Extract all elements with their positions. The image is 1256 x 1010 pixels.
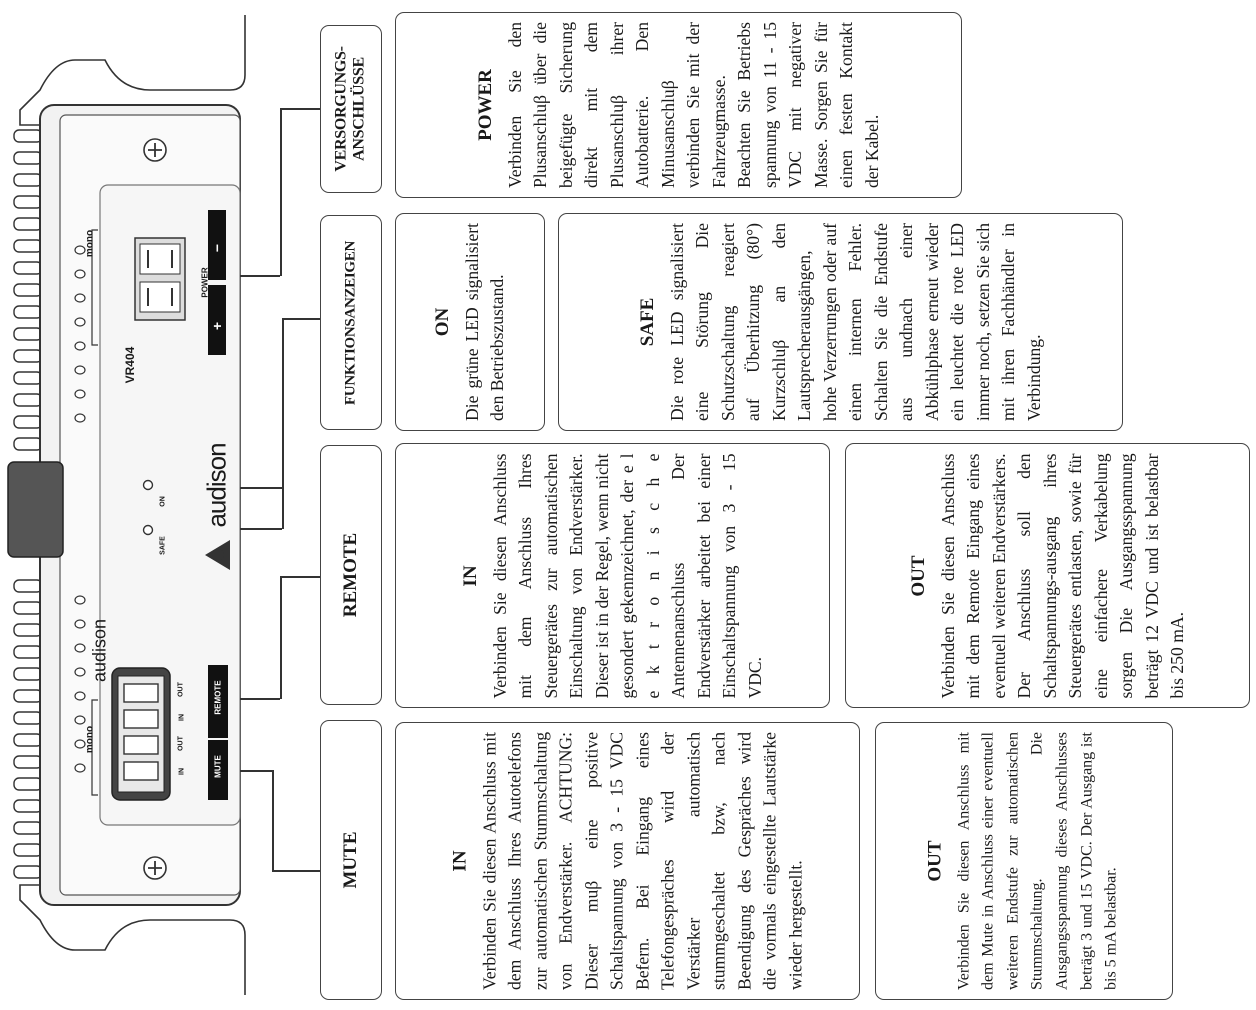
heatsink-fin xyxy=(14,328,42,340)
mute-out-title: OUT xyxy=(924,840,946,882)
leader-line xyxy=(280,576,320,578)
mute-in-text: Verbinden Sie diesen Anschluss mit dem Anschluss Ihres Autotelefons zur automatischen Stummschaltung von Endverstärker. ACHTUNG: Dieser muβ eine positive Schaltspannung von 3 - 15 VDC Befern. Bei Eingang eines Telefongespräches wird der Verstärker automatisch stummgeschaltet bzw, nach Beendigung des Gespräches wird die vormals eingestellte Lautstärke wieder hergestellt. xyxy=(478,732,805,990)
heatsink-fin xyxy=(14,712,42,724)
leader-line xyxy=(280,108,320,110)
heatsink-fin xyxy=(14,284,42,296)
leader-line xyxy=(280,576,282,699)
adjust-knob-icon xyxy=(75,246,85,254)
leader-line xyxy=(282,318,320,320)
power-text: Verbinden Sie den Plusanschluβ über die beigefügte Sicherung direkt mit dem Plusanschluβ ihrer Autobatterie. Den Minusanschluβ verbinden Sie mit der Fahrzeugmasse. Beachten Sie Betriebs spannung von 11 - 15 VDC mit negativer Masse. Sorgen Sie für einen festen Kontakt der Kabel. xyxy=(504,22,881,188)
remote-out-box xyxy=(845,443,1250,708)
amplifier-drawing xyxy=(0,0,310,1010)
leader-line xyxy=(272,770,274,870)
safe-led-icon xyxy=(144,526,153,535)
adjust-knob-icon xyxy=(75,644,85,652)
safe-led-label: SAFE xyxy=(159,536,167,555)
brand-label-main: audison xyxy=(201,443,232,528)
heatsink-fin xyxy=(14,734,42,746)
remote-in-text: Verbinden Sie diesen Anschluss mit dem Anschluss Ihres Steuergerätes zur automatischen Einschaltung von Endverstärker. Dieser ist in der Regel, wenn nicht gesondert gekennzeichnet, der e l e k t r o n i s c h e Antennenanschluss Der Endverstärker arbeitet bei einer Einschaltspannung von 3 - 15 VDC. xyxy=(489,453,764,698)
on-led-label: ON xyxy=(159,496,167,507)
heatsink-fin xyxy=(14,350,42,362)
adjust-knob-icon xyxy=(75,318,85,326)
heatsink-fin xyxy=(14,152,42,164)
heatsink-fin xyxy=(14,822,42,834)
terminal-out-label-1: OUT xyxy=(177,736,185,751)
power-plus-label: + xyxy=(209,321,225,331)
heatsink-fin xyxy=(14,416,42,428)
remote-out-text: Verbinden Sie diesen Anschluss mit dem Remote Eingang eines eventuell weiteren Endverstärkers. Der Anschluss soll den Schaltspannungs-ausgang ihres Steuergerätes entlasten, sowie für eine einfachere Verkabelung sorgen Die Ausgangsspannung beträgt 12 VDC und ist belastbar bis 250 mA. xyxy=(936,453,1187,698)
power-label: POWER xyxy=(200,267,210,298)
terminal-in-label-2: IN xyxy=(178,714,186,721)
header-versorgung xyxy=(320,25,382,193)
adjust-knob-icon xyxy=(75,692,85,700)
safe-box xyxy=(558,213,1123,431)
on-box xyxy=(395,213,545,431)
remote-terminal-label: REMOTE xyxy=(213,680,223,715)
on-text: Die grüne LED signalisiert den Betriebszustand. xyxy=(461,223,507,421)
adjust-knob-icon xyxy=(75,390,85,398)
leader-line xyxy=(280,108,282,276)
remote-out-title: OUT xyxy=(907,554,929,597)
heatsink-fin xyxy=(14,690,42,702)
adjust-knob-icon xyxy=(75,596,85,604)
heatsink-fin xyxy=(14,602,42,614)
mute-out-text: Verbinden Sie diesen Anschluss mit dem Mute in Anschluss einer eventuell weiteren Endstufe zur automatischen Stummschaltung. Die Ausgangsspannung dieses Anschlusses beträgt 3 und 15 VDC. Der Ausgang ist bis 5 mA belastbar. xyxy=(955,732,1120,990)
heatsink-fin xyxy=(14,218,42,230)
heatsink-fin xyxy=(14,438,42,450)
safe-text: Die rote LED signalisiert eine Störung Die Schutzschaltung reagiert auf Überhitzung (80°) Kurzschluβ an den Lautsprecherausgängen, hohe Verzerrungen oder auf einen internen Fehler. Schalten Sie die Endstufe aus undnach einer Abkühlphase erneut wieder ein leuchtet die rote LED immer noch, setzen Sie sich mit ihren Fachhändler in Verbindung. xyxy=(666,223,1043,421)
adjust-knob-icon xyxy=(75,620,85,628)
heatsink-fin xyxy=(14,844,42,856)
header-funktion xyxy=(320,215,382,430)
adjust-knob-icon xyxy=(75,668,85,676)
leader-line xyxy=(240,698,280,700)
mute-terminal-label: MUTE xyxy=(213,755,223,778)
heatsink-fin xyxy=(14,306,42,318)
mute-out-box xyxy=(875,722,1173,1000)
header-funktion-text: FUNKTIONSANZEIGEN xyxy=(342,240,359,405)
model-label: VR404 xyxy=(123,346,137,384)
heatsink-fin xyxy=(14,372,42,384)
heatsink-fin xyxy=(14,130,42,142)
adjust-knob-icon xyxy=(75,716,85,724)
heatsink-fin xyxy=(14,778,42,790)
adjust-knob-icon xyxy=(75,740,85,748)
header-remote xyxy=(320,445,382,705)
adjust-knob-icon xyxy=(75,270,85,278)
heatsink-fin xyxy=(14,756,42,768)
adjust-knob-icon xyxy=(75,294,85,302)
mono-label-bottom: mono xyxy=(84,725,96,754)
adjust-knob-icon xyxy=(75,414,85,422)
leader-line xyxy=(240,487,282,489)
leader-line xyxy=(240,770,272,772)
terminal-in-label-1: IN xyxy=(178,768,186,775)
remote-in-box xyxy=(395,443,830,708)
leader-line xyxy=(282,318,284,529)
heatsink-fin xyxy=(14,196,42,208)
heatsink-fin xyxy=(14,174,42,186)
remote-in-title: IN xyxy=(459,564,481,587)
header-mute xyxy=(320,720,382,1000)
header-remote-text: REMOTE xyxy=(340,532,362,618)
leader-line xyxy=(240,528,282,530)
heatsink-fin xyxy=(14,580,42,592)
terminal-out-label-2: OUT xyxy=(177,682,185,697)
header-mute-text: MUTE xyxy=(340,831,362,889)
leader-line xyxy=(272,870,320,872)
adjust-knob-icon xyxy=(75,764,85,772)
heatsink-fin xyxy=(14,262,42,274)
heatsink-fin xyxy=(14,394,42,406)
heatsink-fin xyxy=(14,646,42,658)
power-title: POWER xyxy=(474,69,496,141)
on-led-icon xyxy=(144,481,153,490)
adjust-knob-icon xyxy=(75,342,85,350)
heatsink-fin xyxy=(14,668,42,680)
power-minus-label: − xyxy=(209,243,225,253)
mono-label-top: mono xyxy=(84,229,96,258)
heatsink-fin xyxy=(14,800,42,812)
heatsink-fin xyxy=(14,240,42,252)
leader-line xyxy=(240,275,280,277)
safe-title: SAFE xyxy=(636,297,658,347)
mute-in-title: IN xyxy=(449,850,470,872)
heatsink-fin xyxy=(14,624,42,636)
heatsink-fin xyxy=(14,866,42,878)
header-versorgung-text: VERSORGUNGS- ANSCHLÜSSE xyxy=(332,46,368,172)
mute-in-box xyxy=(395,722,860,1000)
brand-label-small: audison xyxy=(89,618,110,683)
power-box xyxy=(395,12,962,198)
adjust-knob-icon xyxy=(75,366,85,374)
on-title: ON xyxy=(431,307,453,337)
